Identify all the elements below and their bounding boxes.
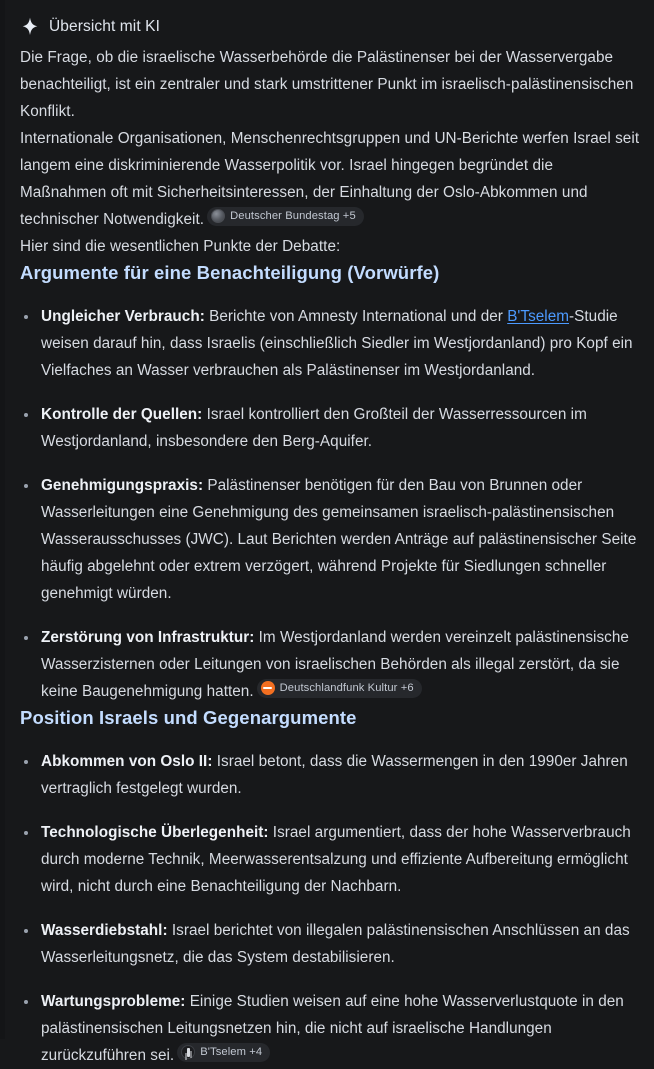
list-item: [20, 401, 640, 455]
list-item: [20, 472, 640, 607]
bullet-text: Im Westjordanland werden vereinzelt palästinensische Wasserzisternen oder Leitungen von israelischen Behörden als illegal zerstört, da sie keine Baugenehmigung hatten.: [41, 629, 629, 700]
bullet-text: Israel kontrolliert den Großteil der Wasserressourcen im Westjordanland, insbesondere den Berg-Aquifer.: [41, 406, 587, 450]
list-item: [20, 819, 640, 900]
left-edge-strip: [0, 0, 5, 1039]
intro-paragraph-1: Die Frage, ob die israelische Wasserbehörde die Palästinenser bei der Wasservergabe benachteiligt, ist ein zentraler und stark umstrittener Punkt im israelisch-palästinensischen Konflikt.: [20, 49, 634, 120]
btselem-link[interactable]: B'Tselem: [507, 308, 570, 325]
bullet-lead: Abkommen von Oslo II:: [41, 753, 213, 770]
bullet-lead: Ungleicher Verbrauch:: [41, 308, 205, 325]
bullet-text-before-link: Berichte von Amnesty International und der: [204, 308, 508, 325]
ai-overview-header: [20, 0, 640, 44]
section-heading-position-israel: Position Israels und Gegenargumente: [20, 707, 357, 728]
bullet-lead: Wasserdiebstahl:: [41, 922, 168, 939]
list-item: [20, 303, 640, 384]
bullet-text: Israel berichtet von illegalen palästinensischen Anschlüssen an das Wasserleitungsnetz, die das System destabilisieren.: [41, 922, 630, 966]
sparkle-icon: [20, 17, 40, 37]
bullet-text: Israel argumentiert, dass der hohe Wasserverbrauch durch moderne Technik, Meerwasserentsalzung und effiziente Aufbereitung ermöglicht wird, nicht durch eine Benachteiligung der Nachbarn.: [41, 824, 631, 895]
bullet-lead: Kontrolle der Quellen:: [41, 406, 203, 423]
source-chip-deutschlandfunk[interactable]: [257, 679, 422, 698]
bullet-text: Einige Studien weisen auf eine hohe Wasserverlustquote in den palästinensischen Leitungsnetzen hin, die nicht auf israelische Handlungen zurückzuführen sei.: [41, 993, 624, 1064]
bullet-lead: Wartungsprobleme:: [41, 993, 186, 1010]
source-chip-bundestag[interactable]: [207, 207, 364, 226]
btselem-favicon-icon: [181, 1045, 195, 1059]
intro-paragraph-2-text: Internationale Organisationen, Menschenrechtsgruppen und UN-Berichte werfen Israel seit langem eine diskriminierende Wasserpolitik vor. Israel hingegen begründet die Maßnahmen oft mit Sicherheitsinteressen, der Einhaltung der Oslo-Abkommen und technischer Notwendigkeit.: [20, 130, 640, 228]
source-chip-label: Deutschlandfunk Kultur +6: [279, 682, 414, 694]
source-chip-label: Deutscher Bundestag +5: [230, 210, 356, 222]
bullet-text: Israel betont, dass die Wassermengen in den 1990er Jahren vertraglich festgelegt wurden.: [41, 753, 628, 797]
list-item: [20, 624, 640, 705]
bullet-lead: Genehmigungspraxis:: [41, 477, 204, 494]
bullet-text: Palästinenser benötigen für den Bau von Brunnen oder Wasserleitungen eine Genehmigung des gemeinsamen israelisch-palästinensischen Wasserausschusses (JWC). Laut Berichten werden Anträge auf palästinensischer Seite häufig abgelehnt oder extrem verzögert, während Projekte für Siedlungen schneller genehmigt würden.: [41, 477, 637, 602]
intro-paragraph-2: [20, 125, 640, 233]
deutschlandfunk-favicon-icon: [261, 681, 275, 695]
source-chip-label: B'Tselem +4: [200, 1046, 263, 1058]
bullet-lead: Zerstörung von Infrastruktur:: [41, 629, 255, 646]
bundestag-favicon-icon: [211, 209, 225, 223]
source-chip-btselem[interactable]: [177, 1043, 270, 1062]
intro-paragraph-3: Hier sind die wesentlichen Punkte der Debatte:: [20, 238, 341, 255]
list-item: [20, 988, 640, 1069]
section-heading-arguments-for: Argumente für eine Benachteiligung (Vorwürfe): [20, 262, 440, 283]
list-item: [20, 748, 640, 802]
bullet-text-after-link: -Studie weisen darauf hin, dass Israelis (einschließlich Siedler im Westjordanland) pro Kopf ein Vielfaches an Wasser verbrauchen als Palästinenser im Westjordanland.: [41, 308, 633, 379]
ai-overview-title: Übersicht mit KI: [49, 18, 160, 35]
list-item: [20, 917, 640, 971]
bullet-lead: Technologische Überlegenheit:: [41, 824, 269, 841]
bullet-list-arguments-for: [20, 303, 640, 705]
bullet-list-position-israel: [20, 748, 640, 1069]
